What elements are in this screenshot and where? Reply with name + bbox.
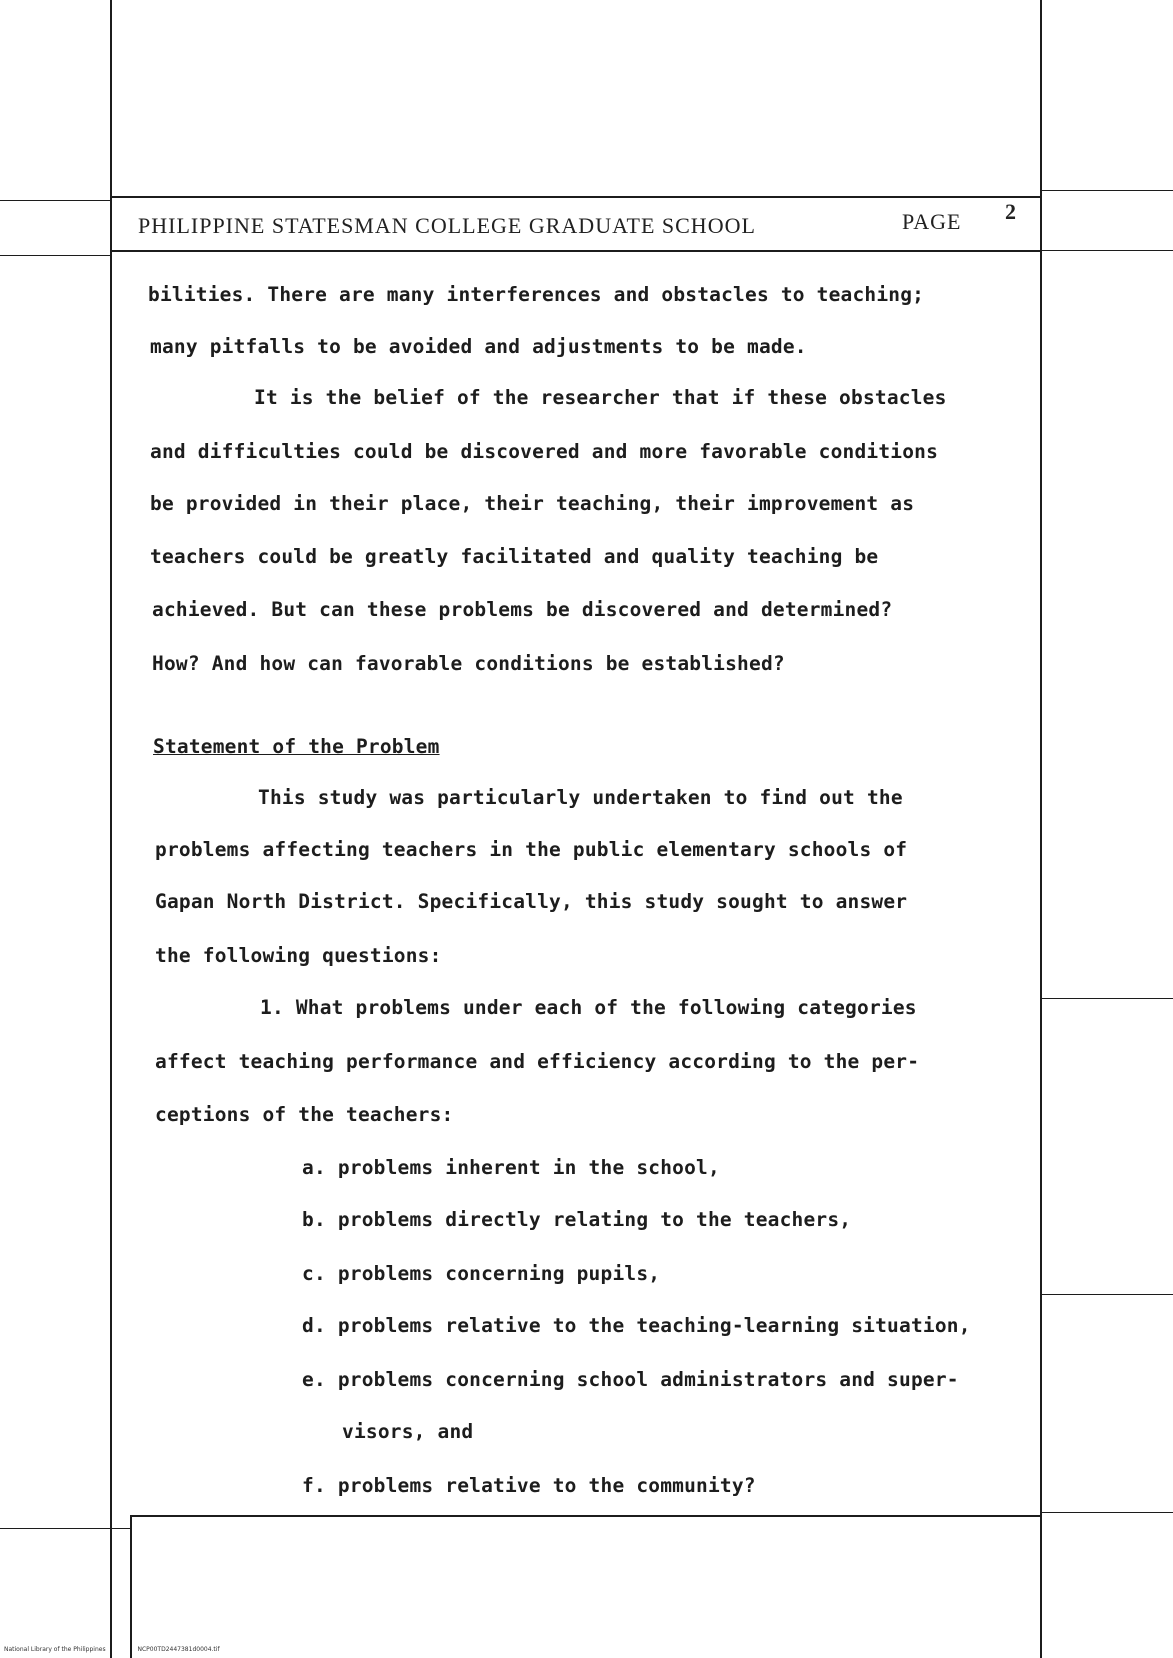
- study-line: affect teaching performance and efficiency according to the per-: [155, 1050, 920, 1073]
- header-title: PHILIPPINE STATESMAN COLLEGE GRADUATE SCHOOL: [138, 213, 756, 238]
- left-inner-rule-bottom: [130, 1517, 132, 1658]
- list-item: d. problems relative to the teaching-learning situation,: [302, 1314, 971, 1337]
- scan-footer: [4, 1646, 250, 1653]
- outer-right-rule-top: [1042, 190, 1173, 191]
- paragraph-line: How? And how can favorable conditions be established?: [152, 652, 785, 675]
- study-line: ceptions of the teachers:: [155, 1103, 454, 1126]
- paragraph-line: bilities. There are many interferences and obstacles to teaching;: [148, 283, 925, 306]
- header-bottom-rule: [112, 250, 1040, 252]
- list-item: visors, and: [342, 1420, 474, 1443]
- outer-left-rule-mid: [0, 255, 110, 256]
- paragraph-line: It is the belief of the researcher that if these obstacles: [254, 386, 947, 409]
- footer-source: National Library of the Philippines: [4, 1646, 106, 1653]
- page-number: 2: [1005, 199, 1017, 224]
- list-item: e. problems concerning school administrators and super-: [302, 1368, 959, 1391]
- paragraph-line: teachers could be greatly facilitated and quality teaching be: [150, 545, 879, 568]
- outer-left-rule-top: [0, 200, 110, 201]
- outer-right-rule-2: [1042, 998, 1173, 999]
- left-margin-rule: [110, 0, 112, 1658]
- study-line: This study was particularly undertaken to find out the: [258, 786, 903, 809]
- section-heading: Statement of the Problem: [153, 735, 440, 758]
- list-item: f. problems relative to the community?: [302, 1474, 756, 1497]
- list-item: b. problems directly relating to the teachers,: [302, 1208, 852, 1231]
- outer-left-rule-bottom: [0, 1528, 130, 1529]
- paragraph-line: and difficulties could be discovered and more favorable conditions: [150, 440, 939, 463]
- paragraph-line: be provided in their place, their teaching, their improvement as: [150, 492, 915, 515]
- outer-right-rule-3: [1042, 1294, 1173, 1295]
- paragraph-line: achieved. But can these problems be discovered and determined?: [152, 598, 893, 621]
- header-top-rule: [112, 196, 1040, 198]
- footer-file-id: NCP00TD2447381d0004.tif: [137, 1646, 220, 1653]
- outer-right-rule-bottom: [1042, 1512, 1173, 1513]
- study-line: the following questions:: [155, 944, 442, 967]
- page-header: [132, 199, 1032, 245]
- page-label: PAGE: [902, 209, 962, 234]
- study-line: problems affecting teachers in the public elementary schools of: [155, 838, 908, 861]
- paragraph-line: many pitfalls to be avoided and adjustments to be made.: [150, 335, 807, 358]
- bottom-rule: [130, 1515, 1040, 1517]
- list-item: a. problems inherent in the school,: [302, 1156, 720, 1179]
- outer-right-rule-mid: [1042, 250, 1173, 251]
- list-item: c. problems concerning pupils,: [302, 1262, 661, 1285]
- study-line: Gapan North District. Specifically, this study sought to answer: [155, 890, 908, 913]
- right-margin-rule: [1040, 0, 1042, 1658]
- study-line: 1. What problems under each of the following categories: [260, 996, 917, 1019]
